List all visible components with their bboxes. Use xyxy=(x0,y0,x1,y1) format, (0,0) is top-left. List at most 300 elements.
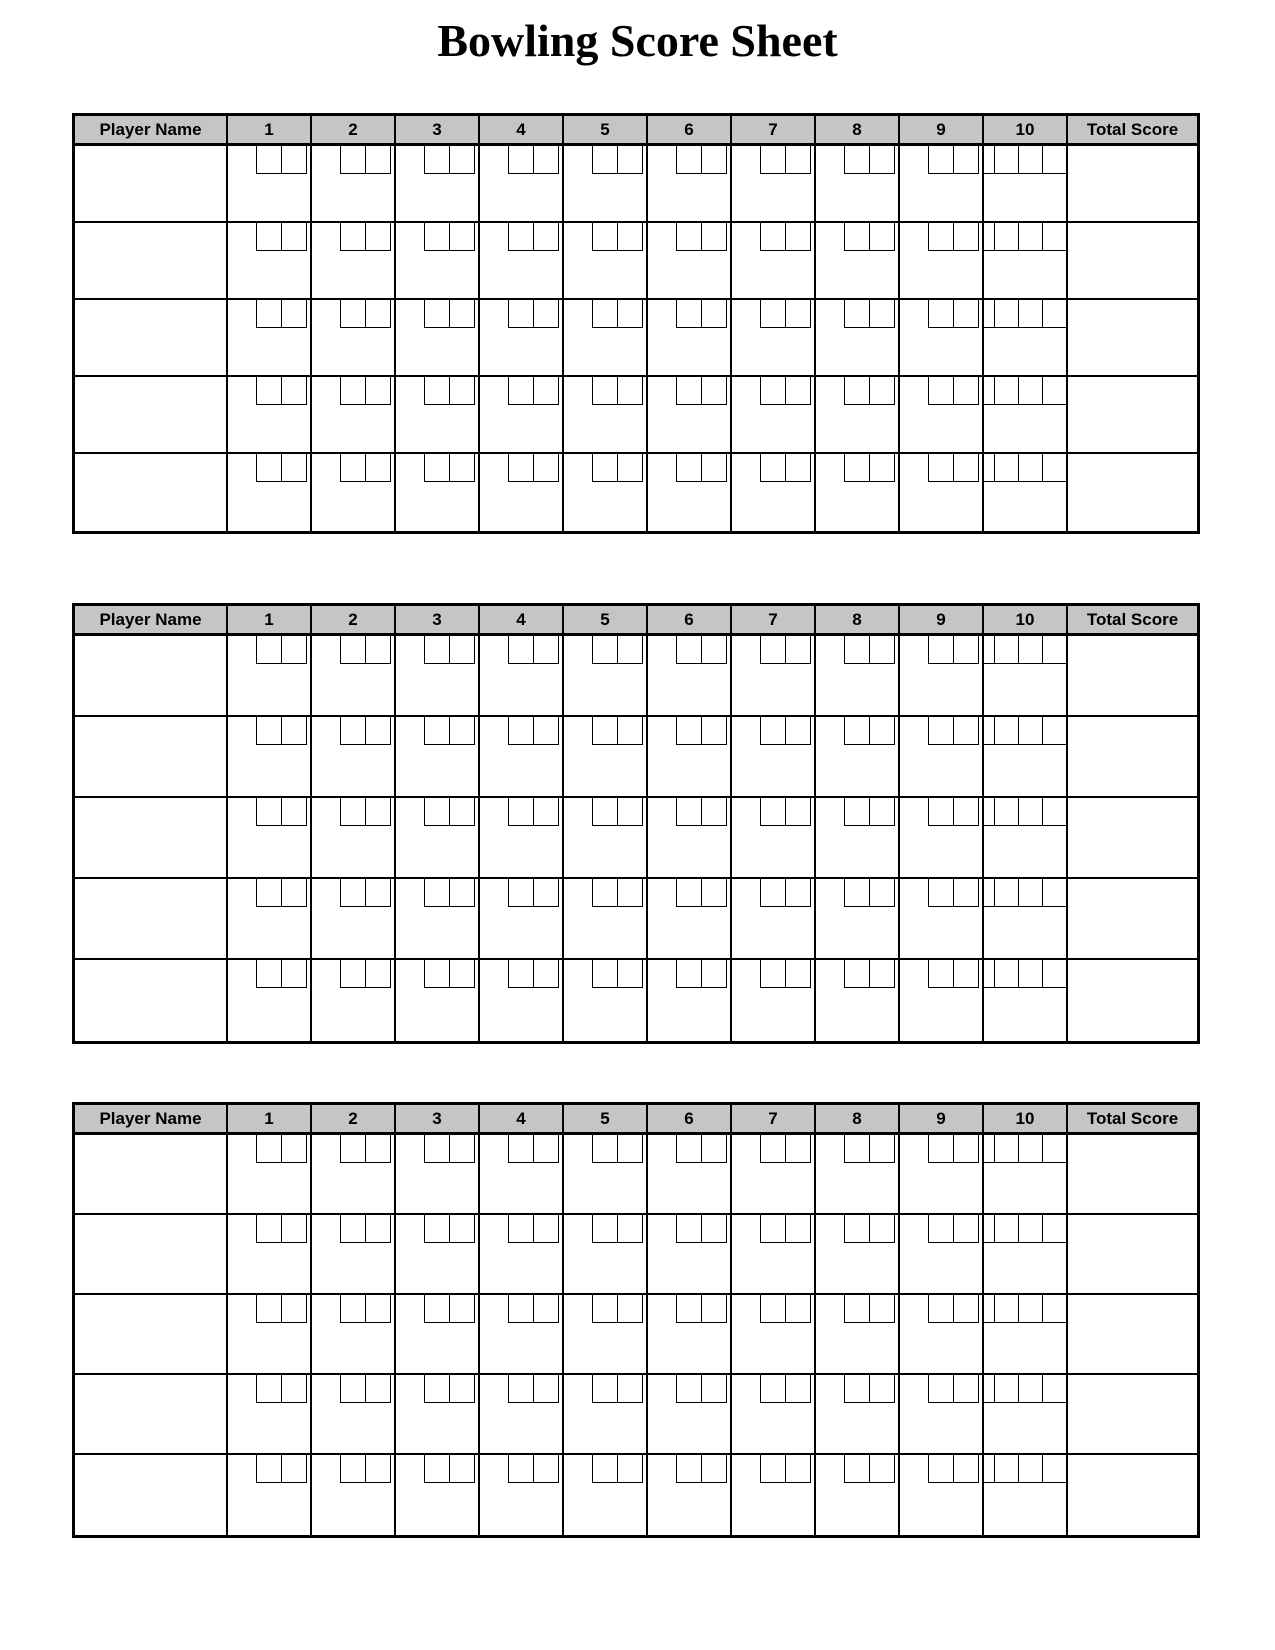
throw-box-1[interactable] xyxy=(760,717,785,745)
throw-box-1[interactable] xyxy=(760,454,785,482)
throw-box-2[interactable] xyxy=(785,798,811,826)
throw-box-2[interactable] xyxy=(449,879,475,907)
throw-box-1[interactable] xyxy=(256,1375,281,1403)
throw-box-1[interactable] xyxy=(844,1215,869,1243)
frame-6-cell[interactable] xyxy=(648,1295,732,1375)
frame-3-cell[interactable] xyxy=(396,1215,480,1295)
throw-box-1[interactable] xyxy=(340,717,365,745)
total-score-cell[interactable] xyxy=(1068,1375,1197,1455)
frame-9-cell[interactable] xyxy=(900,223,984,300)
frame-6-cell[interactable] xyxy=(648,454,732,531)
throw-box-1[interactable] xyxy=(760,1375,785,1403)
throw-box-2[interactable] xyxy=(281,960,307,988)
player-name-cell[interactable] xyxy=(75,879,228,960)
throw-box-1[interactable] xyxy=(256,1295,281,1323)
throw-box-2[interactable] xyxy=(785,1135,811,1163)
frame-3-cell[interactable] xyxy=(396,223,480,300)
frame-9-cell[interactable] xyxy=(900,1455,984,1535)
frame-4-cell[interactable] xyxy=(480,960,564,1041)
throw-box-1[interactable] xyxy=(592,879,617,907)
total-score-cell[interactable] xyxy=(1068,223,1197,300)
throw-box-3[interactable] xyxy=(1042,1135,1066,1162)
throw-box-2[interactable] xyxy=(701,717,727,745)
throw-box-2[interactable] xyxy=(869,377,895,405)
frame-10-cell[interactable] xyxy=(984,1375,1068,1455)
throw-box-1[interactable] xyxy=(256,1215,281,1243)
throw-box-2[interactable] xyxy=(281,223,307,251)
throw-box-2[interactable] xyxy=(1018,636,1042,663)
throw-box-2[interactable] xyxy=(533,146,559,174)
throw-box-2[interactable] xyxy=(281,1135,307,1163)
throw-box-1[interactable] xyxy=(256,300,281,328)
throw-box-1[interactable] xyxy=(508,1455,533,1483)
throw-box-2[interactable] xyxy=(533,1455,559,1483)
throw-box-2[interactable] xyxy=(449,960,475,988)
throw-box-1[interactable] xyxy=(844,454,869,482)
frame-2-cell[interactable] xyxy=(312,300,396,377)
throw-box-1[interactable] xyxy=(508,1215,533,1243)
throw-box-2[interactable] xyxy=(617,454,643,482)
throw-box-2[interactable] xyxy=(953,377,979,405)
throw-box-1[interactable] xyxy=(844,146,869,174)
throw-box-1[interactable] xyxy=(424,879,449,907)
throw-box-2[interactable] xyxy=(617,1135,643,1163)
throw-box-1[interactable] xyxy=(844,960,869,988)
throw-box-2[interactable] xyxy=(785,454,811,482)
throw-box-1[interactable] xyxy=(508,223,533,251)
frame-7-cell[interactable] xyxy=(732,1295,816,1375)
frame-2-cell[interactable] xyxy=(312,636,396,717)
throw-box-1[interactable] xyxy=(844,1135,869,1163)
frame-8-cell[interactable] xyxy=(816,1455,900,1535)
throw-box-1[interactable] xyxy=(256,717,281,745)
throw-box-2[interactable] xyxy=(701,223,727,251)
frame-6-cell[interactable] xyxy=(648,377,732,454)
frame-5-cell[interactable] xyxy=(564,454,648,531)
throw-box-3[interactable] xyxy=(1042,146,1066,173)
throw-box-2[interactable] xyxy=(281,636,307,664)
throw-box-1[interactable] xyxy=(592,223,617,251)
frame-2-cell[interactable] xyxy=(312,146,396,223)
throw-box-1[interactable] xyxy=(844,1455,869,1483)
throw-box-1[interactable] xyxy=(928,300,953,328)
throw-box-2[interactable] xyxy=(365,879,391,907)
throw-box-2[interactable] xyxy=(533,300,559,328)
throw-box-1[interactable] xyxy=(340,300,365,328)
throw-box-1[interactable] xyxy=(340,454,365,482)
throw-box-2[interactable] xyxy=(449,1375,475,1403)
throw-box-1[interactable] xyxy=(844,1375,869,1403)
frame-7-cell[interactable] xyxy=(732,636,816,717)
frame-1-cell[interactable] xyxy=(228,300,312,377)
throw-box-1[interactable] xyxy=(994,377,1018,404)
frame-9-cell[interactable] xyxy=(900,377,984,454)
frame-10-cell[interactable] xyxy=(984,454,1068,531)
throw-box-1[interactable] xyxy=(424,1455,449,1483)
throw-box-2[interactable] xyxy=(953,1295,979,1323)
throw-box-1[interactable] xyxy=(844,1295,869,1323)
throw-box-1[interactable] xyxy=(424,146,449,174)
frame-3-cell[interactable] xyxy=(396,300,480,377)
throw-box-2[interactable] xyxy=(953,1135,979,1163)
throw-box-1[interactable] xyxy=(508,377,533,405)
throw-box-2[interactable] xyxy=(785,377,811,405)
frame-2-cell[interactable] xyxy=(312,1375,396,1455)
throw-box-1[interactable] xyxy=(424,300,449,328)
frame-8-cell[interactable] xyxy=(816,1215,900,1295)
throw-box-1[interactable] xyxy=(760,1135,785,1163)
throw-box-2[interactable] xyxy=(785,300,811,328)
frame-7-cell[interactable] xyxy=(732,1455,816,1535)
frame-1-cell[interactable] xyxy=(228,223,312,300)
throw-box-2[interactable] xyxy=(617,798,643,826)
throw-box-2[interactable] xyxy=(701,798,727,826)
throw-box-1[interactable] xyxy=(424,717,449,745)
total-score-cell[interactable] xyxy=(1068,798,1197,879)
frame-8-cell[interactable] xyxy=(816,1295,900,1375)
throw-box-2[interactable] xyxy=(281,454,307,482)
throw-box-1[interactable] xyxy=(340,1295,365,1323)
throw-box-1[interactable] xyxy=(508,1295,533,1323)
frame-6-cell[interactable] xyxy=(648,798,732,879)
throw-box-1[interactable] xyxy=(994,454,1018,481)
throw-box-2[interactable] xyxy=(533,636,559,664)
total-score-cell[interactable] xyxy=(1068,879,1197,960)
throw-box-1[interactable] xyxy=(592,717,617,745)
frame-4-cell[interactable] xyxy=(480,223,564,300)
frame-6-cell[interactable] xyxy=(648,1215,732,1295)
throw-box-2[interactable] xyxy=(365,1135,391,1163)
throw-box-1[interactable] xyxy=(424,223,449,251)
frame-5-cell[interactable] xyxy=(564,377,648,454)
throw-box-2[interactable] xyxy=(533,223,559,251)
player-name-cell[interactable] xyxy=(75,1215,228,1295)
frame-7-cell[interactable] xyxy=(732,1215,816,1295)
throw-box-2[interactable] xyxy=(869,717,895,745)
throw-box-2[interactable] xyxy=(533,879,559,907)
frame-10-cell[interactable] xyxy=(984,223,1068,300)
throw-box-1[interactable] xyxy=(340,636,365,664)
throw-box-1[interactable] xyxy=(994,717,1018,744)
throw-box-2[interactable] xyxy=(953,454,979,482)
throw-box-2[interactable] xyxy=(449,636,475,664)
frame-10-cell[interactable] xyxy=(984,717,1068,798)
throw-box-2[interactable] xyxy=(281,1215,307,1243)
throw-box-2[interactable] xyxy=(1018,798,1042,825)
throw-box-2[interactable] xyxy=(617,960,643,988)
throw-box-1[interactable] xyxy=(844,223,869,251)
frame-3-cell[interactable] xyxy=(396,1375,480,1455)
player-name-cell[interactable] xyxy=(75,1135,228,1215)
throw-box-2[interactable] xyxy=(365,454,391,482)
frame-4-cell[interactable] xyxy=(480,1215,564,1295)
throw-box-1[interactable] xyxy=(340,223,365,251)
throw-box-2[interactable] xyxy=(281,300,307,328)
throw-box-1[interactable] xyxy=(994,636,1018,663)
frame-4-cell[interactable] xyxy=(480,1375,564,1455)
throw-box-2[interactable] xyxy=(701,960,727,988)
throw-box-1[interactable] xyxy=(676,223,701,251)
throw-box-2[interactable] xyxy=(701,1295,727,1323)
throw-box-1[interactable] xyxy=(676,146,701,174)
frame-7-cell[interactable] xyxy=(732,1375,816,1455)
frame-2-cell[interactable] xyxy=(312,1215,396,1295)
throw-box-1[interactable] xyxy=(994,1455,1018,1482)
throw-box-1[interactable] xyxy=(256,223,281,251)
frame-4-cell[interactable] xyxy=(480,1455,564,1535)
throw-box-3[interactable] xyxy=(1042,960,1066,987)
throw-box-1[interactable] xyxy=(592,146,617,174)
throw-box-1[interactable] xyxy=(256,146,281,174)
throw-box-2[interactable] xyxy=(869,146,895,174)
throw-box-1[interactable] xyxy=(994,798,1018,825)
throw-box-1[interactable] xyxy=(340,879,365,907)
throw-box-2[interactable] xyxy=(701,377,727,405)
throw-box-1[interactable] xyxy=(994,223,1018,250)
frame-2-cell[interactable] xyxy=(312,717,396,798)
throw-box-1[interactable] xyxy=(760,960,785,988)
throw-box-2[interactable] xyxy=(533,1375,559,1403)
frame-6-cell[interactable] xyxy=(648,300,732,377)
throw-box-1[interactable] xyxy=(592,1215,617,1243)
frame-9-cell[interactable] xyxy=(900,879,984,960)
frame-2-cell[interactable] xyxy=(312,377,396,454)
throw-box-1[interactable] xyxy=(424,1295,449,1323)
throw-box-1[interactable] xyxy=(256,879,281,907)
throw-box-1[interactable] xyxy=(592,377,617,405)
throw-box-2[interactable] xyxy=(1018,879,1042,906)
throw-box-2[interactable] xyxy=(365,636,391,664)
frame-9-cell[interactable] xyxy=(900,717,984,798)
frame-8-cell[interactable] xyxy=(816,636,900,717)
throw-box-2[interactable] xyxy=(869,798,895,826)
frame-5-cell[interactable] xyxy=(564,636,648,717)
throw-box-1[interactable] xyxy=(508,879,533,907)
throw-box-2[interactable] xyxy=(869,960,895,988)
throw-box-1[interactable] xyxy=(760,300,785,328)
throw-box-1[interactable] xyxy=(760,1455,785,1483)
frame-6-cell[interactable] xyxy=(648,879,732,960)
frame-6-cell[interactable] xyxy=(648,636,732,717)
throw-box-2[interactable] xyxy=(869,1375,895,1403)
throw-box-2[interactable] xyxy=(785,717,811,745)
frame-7-cell[interactable] xyxy=(732,879,816,960)
throw-box-3[interactable] xyxy=(1042,636,1066,663)
throw-box-2[interactable] xyxy=(953,798,979,826)
total-score-cell[interactable] xyxy=(1068,454,1197,531)
throw-box-2[interactable] xyxy=(281,1455,307,1483)
throw-box-1[interactable] xyxy=(340,146,365,174)
frame-10-cell[interactable] xyxy=(984,1135,1068,1215)
throw-box-2[interactable] xyxy=(701,879,727,907)
throw-box-1[interactable] xyxy=(508,636,533,664)
throw-box-2[interactable] xyxy=(617,1295,643,1323)
frame-9-cell[interactable] xyxy=(900,1135,984,1215)
throw-box-2[interactable] xyxy=(1018,960,1042,987)
throw-box-1[interactable] xyxy=(676,1215,701,1243)
throw-box-2[interactable] xyxy=(701,636,727,664)
throw-box-1[interactable] xyxy=(508,960,533,988)
throw-box-2[interactable] xyxy=(953,879,979,907)
frame-1-cell[interactable] xyxy=(228,1375,312,1455)
throw-box-1[interactable] xyxy=(508,1375,533,1403)
throw-box-1[interactable] xyxy=(676,1135,701,1163)
throw-box-2[interactable] xyxy=(449,1295,475,1323)
throw-box-2[interactable] xyxy=(869,1455,895,1483)
total-score-cell[interactable] xyxy=(1068,1295,1197,1375)
frame-6-cell[interactable] xyxy=(648,960,732,1041)
throw-box-1[interactable] xyxy=(676,377,701,405)
throw-box-1[interactable] xyxy=(424,1375,449,1403)
frame-1-cell[interactable] xyxy=(228,454,312,531)
frame-1-cell[interactable] xyxy=(228,1295,312,1375)
throw-box-1[interactable] xyxy=(928,223,953,251)
frame-3-cell[interactable] xyxy=(396,879,480,960)
throw-box-2[interactable] xyxy=(449,377,475,405)
frame-6-cell[interactable] xyxy=(648,1135,732,1215)
frame-4-cell[interactable] xyxy=(480,879,564,960)
frame-4-cell[interactable] xyxy=(480,717,564,798)
throw-box-2[interactable] xyxy=(953,1375,979,1403)
throw-box-3[interactable] xyxy=(1042,300,1066,327)
throw-box-1[interactable] xyxy=(340,377,365,405)
frame-6-cell[interactable] xyxy=(648,1375,732,1455)
throw-box-2[interactable] xyxy=(1018,1215,1042,1242)
throw-box-1[interactable] xyxy=(424,1215,449,1243)
throw-box-2[interactable] xyxy=(449,1215,475,1243)
frame-1-cell[interactable] xyxy=(228,377,312,454)
throw-box-2[interactable] xyxy=(617,377,643,405)
throw-box-1[interactable] xyxy=(256,454,281,482)
throw-box-2[interactable] xyxy=(1018,377,1042,404)
throw-box-1[interactable] xyxy=(994,879,1018,906)
throw-box-2[interactable] xyxy=(449,146,475,174)
throw-box-1[interactable] xyxy=(928,454,953,482)
frame-8-cell[interactable] xyxy=(816,879,900,960)
throw-box-2[interactable] xyxy=(869,1295,895,1323)
frame-10-cell[interactable] xyxy=(984,1295,1068,1375)
throw-box-2[interactable] xyxy=(953,717,979,745)
throw-box-1[interactable] xyxy=(676,300,701,328)
throw-box-2[interactable] xyxy=(365,1375,391,1403)
frame-10-cell[interactable] xyxy=(984,879,1068,960)
frame-5-cell[interactable] xyxy=(564,146,648,223)
frame-2-cell[interactable] xyxy=(312,454,396,531)
throw-box-2[interactable] xyxy=(533,798,559,826)
frame-5-cell[interactable] xyxy=(564,879,648,960)
throw-box-2[interactable] xyxy=(533,454,559,482)
throw-box-2[interactable] xyxy=(533,960,559,988)
throw-box-1[interactable] xyxy=(994,300,1018,327)
throw-box-2[interactable] xyxy=(869,223,895,251)
throw-box-1[interactable] xyxy=(256,960,281,988)
throw-box-1[interactable] xyxy=(676,454,701,482)
frame-8-cell[interactable] xyxy=(816,960,900,1041)
frame-2-cell[interactable] xyxy=(312,798,396,879)
throw-box-1[interactable] xyxy=(340,1455,365,1483)
frame-8-cell[interactable] xyxy=(816,300,900,377)
frame-8-cell[interactable] xyxy=(816,146,900,223)
frame-6-cell[interactable] xyxy=(648,223,732,300)
frame-7-cell[interactable] xyxy=(732,377,816,454)
throw-box-2[interactable] xyxy=(869,1215,895,1243)
throw-box-2[interactable] xyxy=(701,1455,727,1483)
frame-7-cell[interactable] xyxy=(732,798,816,879)
throw-box-2[interactable] xyxy=(281,798,307,826)
frame-5-cell[interactable] xyxy=(564,1135,648,1215)
throw-box-1[interactable] xyxy=(994,960,1018,987)
frame-9-cell[interactable] xyxy=(900,300,984,377)
throw-box-2[interactable] xyxy=(533,1215,559,1243)
player-name-cell[interactable] xyxy=(75,300,228,377)
throw-box-1[interactable] xyxy=(760,636,785,664)
throw-box-3[interactable] xyxy=(1042,223,1066,250)
frame-4-cell[interactable] xyxy=(480,146,564,223)
throw-box-1[interactable] xyxy=(592,1455,617,1483)
frame-10-cell[interactable] xyxy=(984,798,1068,879)
throw-box-2[interactable] xyxy=(365,300,391,328)
throw-box-2[interactable] xyxy=(365,1295,391,1323)
throw-box-2[interactable] xyxy=(1018,1295,1042,1322)
throw-box-2[interactable] xyxy=(617,636,643,664)
throw-box-2[interactable] xyxy=(449,300,475,328)
frame-8-cell[interactable] xyxy=(816,717,900,798)
frame-9-cell[interactable] xyxy=(900,146,984,223)
frame-10-cell[interactable] xyxy=(984,377,1068,454)
frame-9-cell[interactable] xyxy=(900,1375,984,1455)
throw-box-3[interactable] xyxy=(1042,798,1066,825)
frame-3-cell[interactable] xyxy=(396,1295,480,1375)
frame-7-cell[interactable] xyxy=(732,223,816,300)
throw-box-2[interactable] xyxy=(1018,300,1042,327)
throw-box-2[interactable] xyxy=(953,1455,979,1483)
frame-8-cell[interactable] xyxy=(816,1135,900,1215)
throw-box-1[interactable] xyxy=(994,1375,1018,1402)
throw-box-2[interactable] xyxy=(449,1135,475,1163)
throw-box-1[interactable] xyxy=(340,960,365,988)
throw-box-1[interactable] xyxy=(508,1135,533,1163)
player-name-cell[interactable] xyxy=(75,1375,228,1455)
total-score-cell[interactable] xyxy=(1068,1455,1197,1535)
frame-10-cell[interactable] xyxy=(984,960,1068,1041)
frame-10-cell[interactable] xyxy=(984,636,1068,717)
throw-box-1[interactable] xyxy=(928,960,953,988)
throw-box-2[interactable] xyxy=(1018,1455,1042,1482)
throw-box-3[interactable] xyxy=(1042,1295,1066,1322)
throw-box-1[interactable] xyxy=(994,1215,1018,1242)
player-name-cell[interactable] xyxy=(75,146,228,223)
throw-box-2[interactable] xyxy=(1018,1135,1042,1162)
throw-box-2[interactable] xyxy=(533,1295,559,1323)
throw-box-2[interactable] xyxy=(701,1375,727,1403)
throw-box-2[interactable] xyxy=(785,146,811,174)
frame-9-cell[interactable] xyxy=(900,454,984,531)
player-name-cell[interactable] xyxy=(75,223,228,300)
throw-box-2[interactable] xyxy=(617,223,643,251)
throw-box-1[interactable] xyxy=(592,798,617,826)
frame-3-cell[interactable] xyxy=(396,377,480,454)
throw-box-1[interactable] xyxy=(592,1375,617,1403)
frame-4-cell[interactable] xyxy=(480,1135,564,1215)
frame-3-cell[interactable] xyxy=(396,717,480,798)
frame-2-cell[interactable] xyxy=(312,1455,396,1535)
frame-7-cell[interactable] xyxy=(732,717,816,798)
frame-1-cell[interactable] xyxy=(228,960,312,1041)
throw-box-1[interactable] xyxy=(928,879,953,907)
throw-box-2[interactable] xyxy=(701,1135,727,1163)
player-name-cell[interactable] xyxy=(75,960,228,1041)
player-name-cell[interactable] xyxy=(75,798,228,879)
